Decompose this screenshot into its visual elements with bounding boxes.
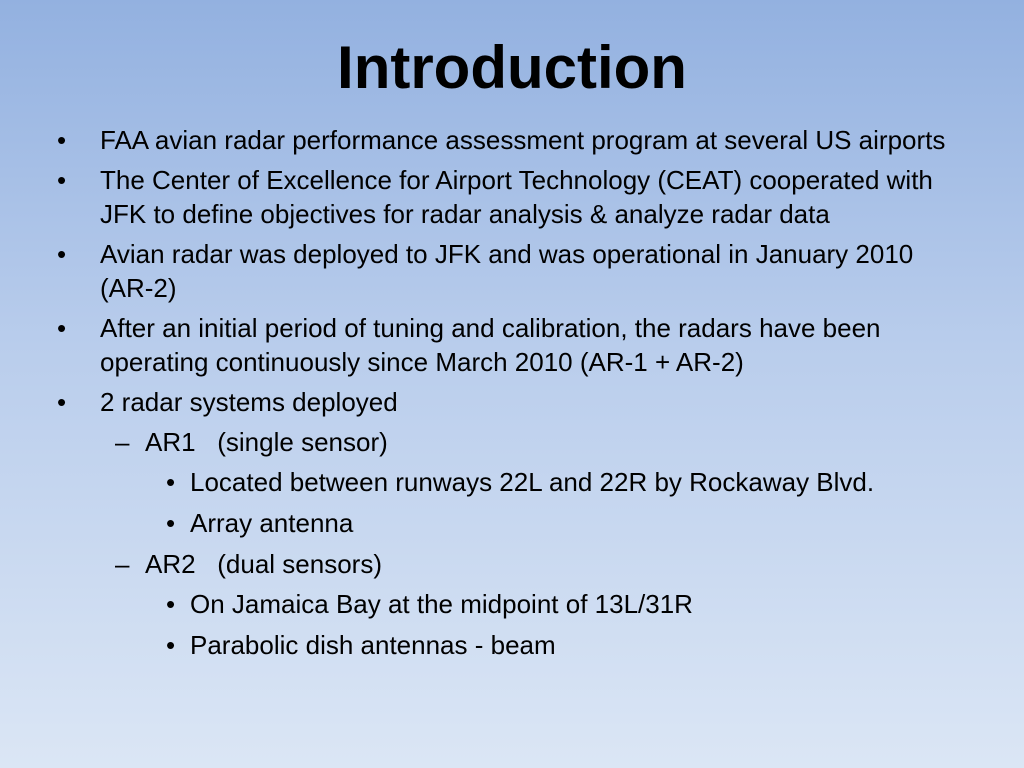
bullet-text: After an initial period of tuning and calibration, the radars have been operating continuously since March 2010 (AR-1 + AR-2) bbox=[100, 313, 881, 377]
dash-icon: – bbox=[115, 549, 130, 579]
detail-item bbox=[0, 506, 1024, 540]
bullet-item bbox=[0, 385, 970, 419]
bullet-icon: • bbox=[166, 630, 176, 660]
bullet-text: 2 radar systems deployed bbox=[100, 387, 398, 417]
detail-item bbox=[0, 465, 1024, 499]
detail-item bbox=[0, 628, 1024, 662]
bullet-icon: • bbox=[57, 313, 67, 343]
bullet-item bbox=[0, 237, 970, 305]
bullet-item bbox=[0, 123, 970, 157]
sub-bullet-text: AR2 (dual sensors) bbox=[145, 549, 382, 579]
bullet-text: FAA avian radar performance assessment program at several US airports bbox=[100, 125, 946, 155]
dash-icon: – bbox=[115, 427, 130, 457]
detail-text: On Jamaica Bay at the midpoint of 13L/31R bbox=[190, 589, 693, 619]
bullet-item bbox=[0, 163, 970, 231]
detail-item bbox=[0, 587, 1024, 621]
detail-text: Parabolic dish antennas - beam bbox=[190, 630, 556, 660]
detail-text: Located between runways 22L and 22R by Rockaway Blvd. bbox=[190, 467, 875, 497]
bullet-icon: • bbox=[57, 239, 67, 269]
slide-content bbox=[0, 123, 1024, 669]
sub-bullet-item-ar2 bbox=[0, 547, 1024, 581]
sub-bullet-item-ar1 bbox=[0, 425, 1024, 459]
bullet-icon: • bbox=[57, 387, 67, 417]
bullet-icon: • bbox=[57, 125, 67, 155]
bullet-text: Avian radar was deployed to JFK and was operational in January 2010 (AR-2) bbox=[100, 239, 914, 303]
bullet-icon: • bbox=[166, 589, 176, 619]
bullet-item bbox=[0, 311, 970, 379]
slide-title: Introduction bbox=[337, 34, 687, 101]
detail-text: Array antenna bbox=[190, 508, 354, 538]
bullet-icon: • bbox=[166, 508, 176, 538]
bullet-text: The Center of Excellence for Airport Technology (CEAT) cooperated with JFK to define objectives for radar analysis & analyze radar data bbox=[100, 165, 933, 229]
bullet-icon: • bbox=[57, 165, 67, 195]
sub-bullet-text: AR1 (single sensor) bbox=[145, 427, 388, 457]
bullet-icon: • bbox=[166, 467, 176, 497]
